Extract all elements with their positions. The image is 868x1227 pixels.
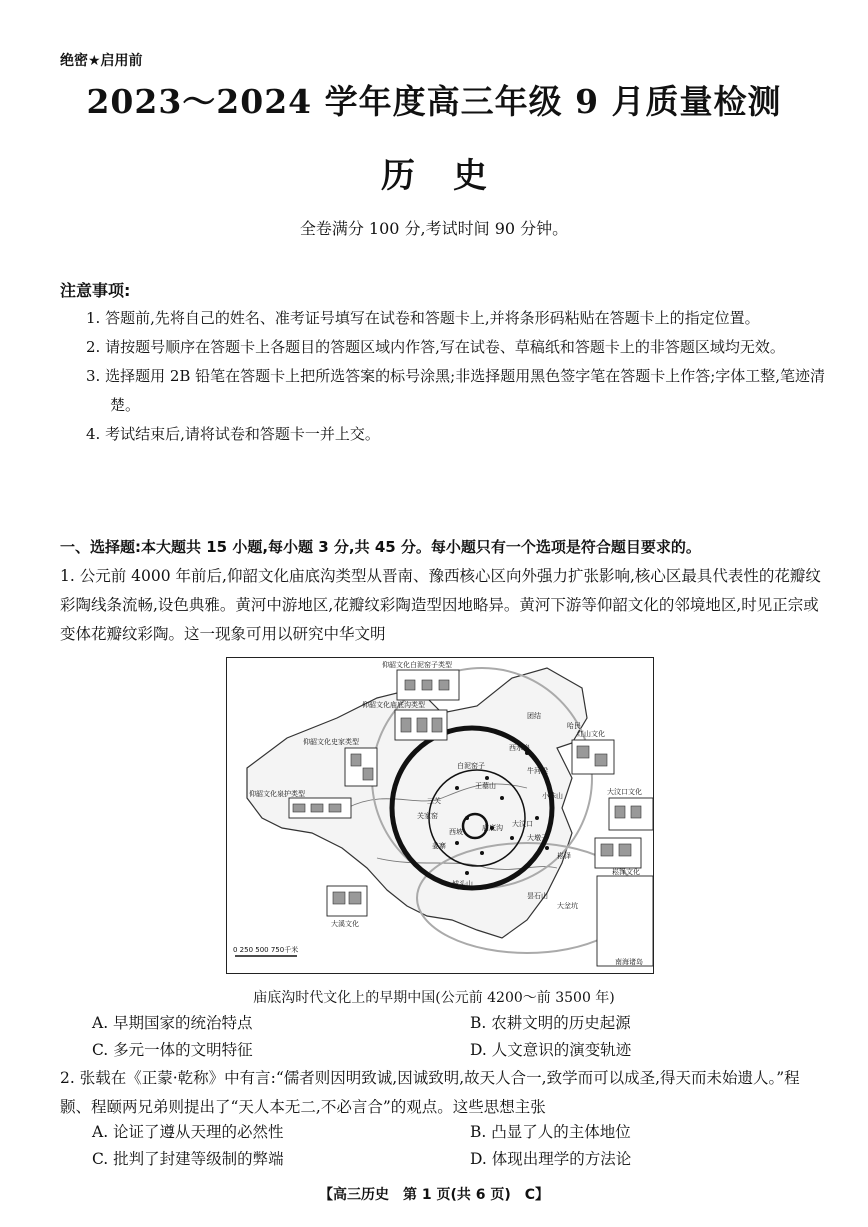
map-place-label: 哈民 [567, 722, 581, 730]
map-place-label: 牛河梁 [527, 767, 548, 775]
map-box-label: 仰韶文化史家类型 [303, 738, 359, 746]
q1-option-d: D. 人文意识的演变轨迹 [470, 1041, 632, 1059]
map-place-label: 团结 [527, 712, 541, 720]
map-figure [226, 657, 654, 974]
map-place-label: 昙石山 [527, 892, 548, 900]
confidential-mark: 绝密★启用前 [60, 53, 143, 69]
map-place-label: 城头山 [452, 880, 473, 888]
map-place-label: 大坌坑 [557, 902, 578, 910]
q1-option-b: B. 农耕文明的历史起源 [470, 1014, 631, 1032]
notice-item: 2. 请按题号顺序在答题卡上各题目的答题区域内作答,写在试卷、草稿纸和答题卡上的非答题区域均无效。 [86, 338, 785, 356]
notice-heading: 注意事项: [60, 281, 131, 300]
map-place-label: 西坡 [449, 828, 463, 836]
q2-option-c: C. 批判了封建等级制的弊端 [92, 1150, 284, 1168]
map-place-label: 大汶口 [512, 820, 533, 828]
map-box-label: 仰韶文化泉护类型 [249, 790, 305, 798]
notice-item: 4. 考试结束后,请将试卷和答题卡一并上交。 [86, 425, 380, 443]
map-place-label: 崧泽 [557, 852, 571, 860]
map-box-label: 大溪文化 [331, 920, 359, 928]
map-place-label: 关家窑 [417, 812, 438, 820]
map-place-label: 大墩子 [527, 834, 548, 842]
map-place-label: 姜寨 [432, 842, 446, 850]
early-china-map [227, 658, 653, 973]
q2-option-b: B. 凸显了人的主体地位 [470, 1123, 631, 1141]
map-box-label: 崧泽文化 [612, 868, 640, 876]
map-place-label: 白泥窑子 [457, 762, 485, 770]
question-2-stem: 2. 张载在《正蒙·乾称》中有言:“儒者则因明致诚,因诚致明,故天人合一,致学而可以成圣,得天而未始遗人。”程颢、程颐两兄弟则提出了“天人本无二,不必言合”的观点。这些思想主张 [60, 1069, 800, 1116]
map-place-label: 西水泉 [509, 744, 530, 752]
map-box-label: 大汶口文化 [607, 788, 642, 796]
exam-title: 2023～2024 学年度高三年级 9 月质量检测 [86, 82, 782, 121]
map-place-label: 三关 [427, 797, 441, 805]
notice-item: 1. 答题前,先将自己的姓名、准考证号填写在试卷和答题卡上,并将条形码粘贴在答题卡上的指定位置。 [86, 309, 760, 327]
subject-title: 历史 [381, 156, 525, 196]
map-box-label: 仰韶文化庙底沟类型 [362, 701, 425, 709]
q1-option-c: C. 多元一体的文明特征 [92, 1041, 253, 1059]
notice-item: 3. 选择题用 2B 铅笔在答题卡上把所选答案的标号涂黑;非选择题用黑色签字笔在答题卡上作答;字体工整,笔迹清楚。 [86, 367, 826, 414]
page-footer: 【高三历史 第 1 页(共 6 页) C】 [318, 1187, 550, 1203]
q2-option-a: A. 论证了遵从天理的必然性 [92, 1123, 284, 1141]
question-1-stem: 1. 公元前 4000 年前后,仰韶文化庙底沟类型从晋南、豫西核心区向外强力扩张影响,核心区最具代表性的花瓣纹彩陶线条流畅,设色典雅。黄河中游地区,花瓣纹彩陶造型因地略异。黄河下游等仰韶文化的邻境地区,时见正宗或变体花瓣纹彩陶。这一现象可用以研究中华文明 [60, 567, 821, 643]
map-box-label: 仰韶文化白泥窑子类型 [382, 661, 452, 669]
map-place-label: 庙底沟 [482, 824, 503, 832]
map-place-label: 小珠山 [542, 792, 563, 800]
exam-meta: 全卷满分 100 分,考试时间 90 分钟。 [299, 219, 569, 238]
map-place-label: 王墓山 [475, 782, 496, 790]
section-heading: 一、选择题:本大题共 15 小题,每小题 3 分,共 45 分。每小题只有一个选项是符合题目要求的。 [60, 538, 701, 556]
map-scale: 0 250 500 750千米 [233, 946, 299, 954]
q2-option-d: D. 体现出理学的方法论 [470, 1150, 632, 1168]
notice-list [86, 304, 826, 449]
map-inset-label: 南海诸岛 [615, 958, 643, 966]
q1-option-a: A. 早期国家的统治特点 [92, 1014, 253, 1032]
figure-caption: 庙底沟时代文化上的早期中国(公元前 4200～前 3500 年) [253, 990, 615, 1006]
map-box-label: 红山文化 [577, 730, 605, 738]
